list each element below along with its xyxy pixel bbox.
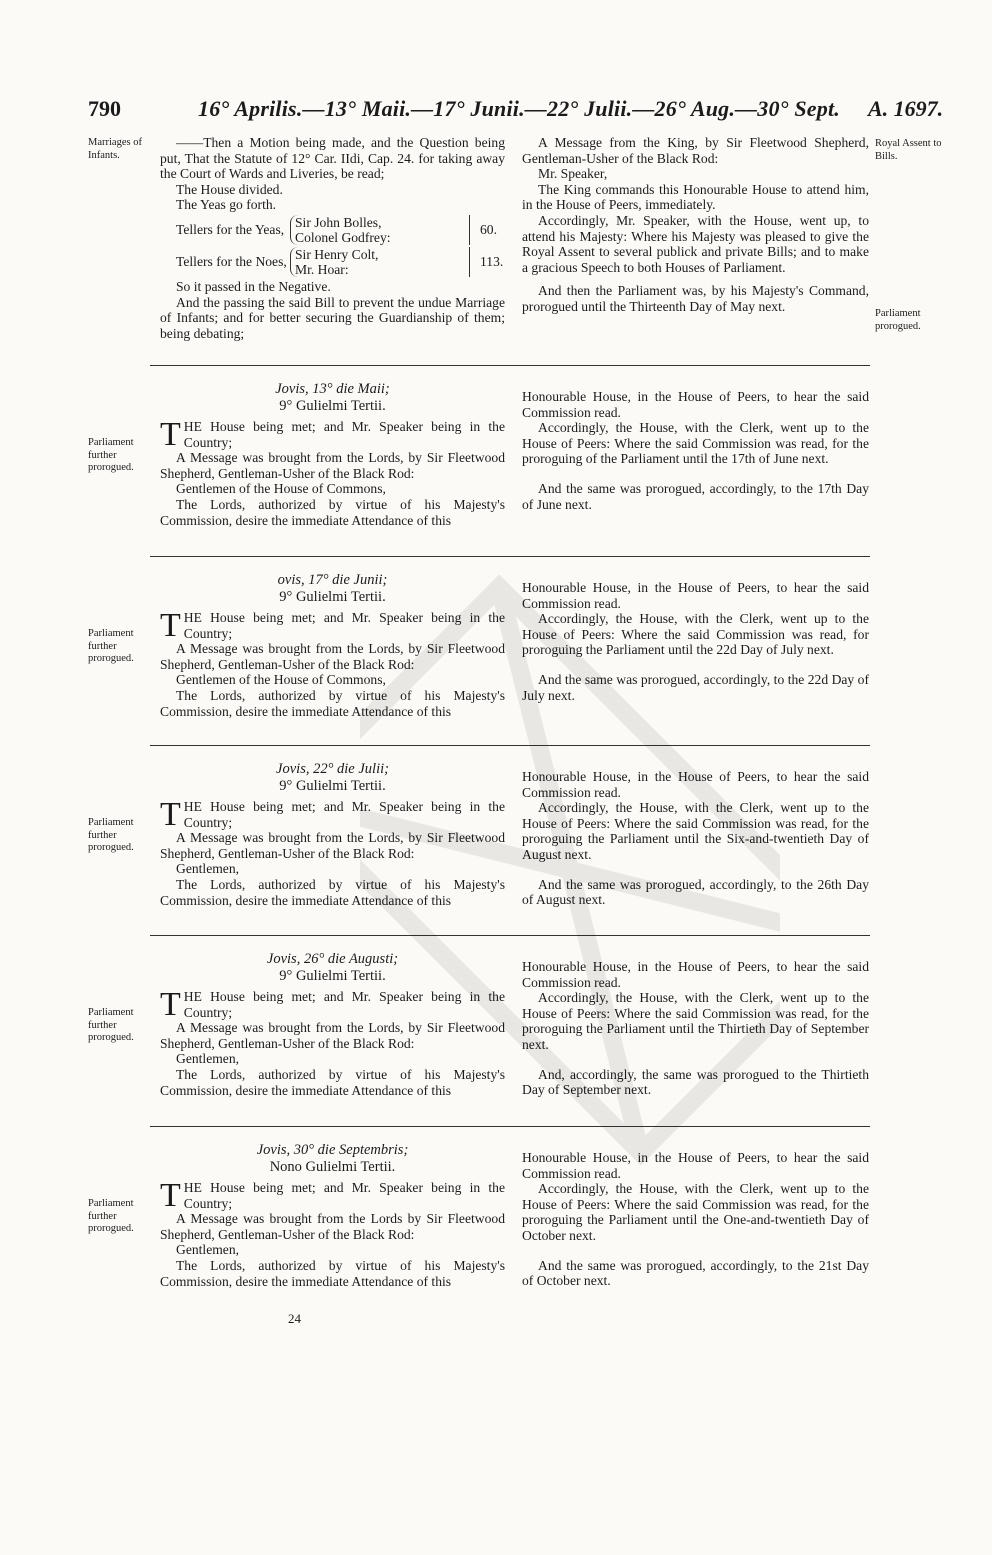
lords-authorized: The Lords, authorized by virtue of his Majesty's Commission, desire the immediate Attendance of this	[160, 1066, 505, 1098]
top-right-column	[522, 135, 869, 315]
teller-yea-2: Colonel Godfrey:	[295, 229, 391, 245]
sitting-regnal: 9° Gulielmi Tertii.	[279, 589, 386, 605]
margin-note-further-prorogued: Parliament further prorogued.	[88, 628, 134, 664]
sitting-regnal: 9° Gulielmi Tertii.	[279, 398, 386, 414]
king-message: A Message from the King, by Sir Fleetwood Shepherd, Gentleman-Usher of the Black Rod:	[522, 135, 869, 166]
mr-speaker: Mr. Speaker,	[538, 166, 608, 182]
year-heading: A. 1697.	[868, 96, 944, 121]
margin-note-further-prorogued: Parliament further prorogued.	[88, 437, 134, 473]
house-met-text: HE House being met; and Mr. Speaker being in the Country;	[183, 419, 505, 450]
margin-note-parliament-prorogued: Parliament prorogued.	[875, 308, 921, 332]
section-divider	[150, 935, 870, 936]
teller-no-2: Mr. Hoar:	[295, 261, 349, 277]
section-divider	[150, 745, 870, 746]
tellers-noes-names	[290, 247, 465, 277]
lords-message: A Message was brought from the Lords, by Sir Fleetwood Shepherd, Gentleman-Usher of the Black Rod:	[160, 450, 505, 481]
tellers-noes-count: 113.	[469, 247, 503, 277]
sitting-date-text: Jovis, 13° die Maii;	[275, 381, 390, 397]
sitting-left-column	[160, 381, 505, 528]
sitting-right-column	[522, 769, 869, 908]
house-met-paragraph	[160, 986, 505, 1023]
tellers-noes	[160, 247, 505, 277]
lords-message: A Message was brought from the Lords, by Sir Fleetwood Shepherd, Gentleman-Usher of the Black Rod:	[160, 1020, 505, 1051]
sitting-regnal: 9° Gulielmi Tertii.	[279, 778, 386, 794]
house-met-paragraph	[160, 796, 505, 833]
section-divider	[150, 365, 870, 366]
top-left-column	[160, 135, 505, 341]
sitting-left-column	[160, 572, 505, 719]
lords-message: A Message was brought from the Lords, by Sir Fleetwood Shepherd, Gentleman-Usher of the Black Rod:	[160, 641, 505, 672]
drop-cap: T	[160, 416, 181, 453]
house-met-paragraph	[160, 1177, 505, 1214]
house-met-text: HE House being met; and Mr. Speaker being in the Country;	[183, 799, 505, 830]
lords-message: A Message was brought from the Lords by Sir Fleetwood Shepherd, Gentleman-Usher of the Black Rod:	[160, 1211, 505, 1242]
section-divider	[150, 1126, 870, 1127]
honourable-house: Honourable House, in the House of Peers, to hear the said Commission read.	[522, 769, 869, 800]
honourable-house: Honourable House, in the House of Peers, to hear the said Commission read.	[522, 959, 869, 990]
drop-cap: T	[160, 796, 181, 833]
house-met-text: HE House being met; and Mr. Speaker being in the Country;	[183, 610, 505, 641]
sitting-date	[160, 951, 505, 968]
negative-result: So it passed in the Negative.	[176, 278, 331, 294]
margin-note-further-prorogued: Parliament further prorogued.	[88, 817, 134, 853]
prorogued-accordingly: And the same was prorogued, accordingly, to the 21st Day of October next.	[522, 1257, 869, 1289]
sitting-right-column	[522, 389, 869, 512]
sitting-regnal: Nono Gulielmi Tertii.	[269, 1159, 396, 1175]
salutation: Gentlemen,	[176, 1242, 240, 1258]
sitting-left-column	[160, 951, 505, 1098]
clerk-went-up: Accordingly, the House, with the Clerk, went up to the House of Peers: Where the said Commission was read, for proroguing the Parliament until the 22d Day of July next.	[522, 611, 869, 658]
prorogued-accordingly: And the same was prorogued, accordingly, to the 26th Day of August next.	[522, 876, 869, 908]
prorogued-accordingly: And the same was prorogued, accordingly, to the 17th Day of June next.	[522, 480, 869, 512]
section-divider	[150, 556, 870, 557]
house-divided: The House divided.	[176, 181, 283, 197]
salutation: Gentlemen,	[176, 861, 240, 877]
yeas-go-forth: The Yeas go forth.	[176, 197, 277, 213]
honourable-house: Honourable House, in the House of Peers, to hear the said Commission read.	[522, 1150, 869, 1181]
sitting-left-column	[160, 761, 505, 908]
lords-authorized: The Lords, authorized by virtue of his Majesty's Commission, desire the immediate Attendance of this	[160, 1257, 505, 1289]
king-commands: The King commands this Honourable House to attend him, in the House of Peers, immediately.	[522, 181, 869, 213]
margin-note-royal-assent: Royal Assent to Bills.	[875, 138, 942, 162]
drop-cap: T	[160, 607, 181, 644]
tellers-yeas-names	[290, 215, 465, 245]
margin-note-further-prorogued: Parliament further prorogued.	[88, 1007, 134, 1043]
motion-paragraph: ——Then a Motion being made, and the Question being put, That the Statute of 12° Car. IIdi, Cap. 24. for taking away the Court of Wards and Liveries, be read;	[160, 135, 505, 182]
prorogued-paragraph: And then the Parliament was, by his Majesty's Command, prorogued until the Thirteenth Day of May next.	[522, 283, 869, 314]
clerk-went-up: Accordingly, the House, with the Clerk, went up to the House of Peers: Where the said Commission was read, for the proroguing the Parliament until the Six-and-twentieth Day of August next.	[522, 800, 869, 862]
margin-note-further-prorogued: Parliament further prorogued.	[88, 1198, 134, 1234]
clerk-went-up: Accordingly, the House, with the Clerk, went up to the House of Peers: Where the said Commission was read, for the proroguing the Parliament until the One-and-twentieth Day of October next.	[522, 1181, 869, 1243]
running-title: 16° Aprilis.—13° Maii.—17° Junii.—22° Julii.—26° Aug.—30° Sept.	[198, 96, 840, 121]
tellers-noes-label: Tellers for the Noes,	[176, 254, 287, 270]
house-met-text: HE House being met; and Mr. Speaker being in the Country;	[183, 989, 505, 1020]
house-met-paragraph	[160, 607, 505, 644]
drop-cap: T	[160, 986, 181, 1023]
teller-yea-1: Sir John Bolles,	[295, 214, 382, 230]
tellers-yeas-count: 60.	[469, 215, 497, 245]
house-met-text: HE House being met; and Mr. Speaker being in the Country;	[183, 1180, 505, 1211]
lords-authorized: The Lords, authorized by virtue of his Majesty's Commission, desire the immediate Attendance of this	[160, 496, 505, 528]
sitting-date-text: Jovis, 26° die Augusti;	[266, 951, 399, 967]
salutation: Gentlemen,	[176, 1051, 240, 1067]
prorogued-accordingly: And the same was prorogued, accordingly, to the 22d Day of July next.	[522, 671, 869, 703]
sitting-right-column	[522, 959, 869, 1098]
bill-debating: And the passing the said Bill to prevent the undue Marriage of Infants; and for better securing the Guardianship of them; being debating;	[160, 294, 505, 341]
lords-authorized: The Lords, authorized by virtue of his Majesty's Commission, desire the immediate Attendance of this	[160, 687, 505, 719]
prorogued-accordingly: And, accordingly, the same was prorogued to the Thirtieth Day of September next.	[522, 1066, 869, 1098]
sitting-date-text: Jovis, 22° die Julii;	[276, 761, 389, 777]
clerk-went-up: Accordingly, the House, with the Clerk, went up to the House of Peers: Where the said Commission was read, for the proroguing of the Parliament until the 17th of June next.	[522, 420, 869, 467]
royal-assent-paragraph: Accordingly, Mr. Speaker, with the House, went up, to attend his Majesty: Where his Majesty was pleased to give the Royal Assent to several publick and private Bills; and to make a gracious Speech to both Houses of Parliament.	[522, 212, 869, 275]
sitting-date-text: ovis, 17° die Junii;	[277, 572, 388, 588]
sitting-left-column	[160, 1142, 505, 1289]
lords-message: A Message was brought from the Lords, by Sir Fleetwood Shepherd, Gentleman-Usher of the Black Rod:	[160, 830, 505, 861]
sitting-regnal: 9° Gulielmi Tertii.	[279, 968, 386, 984]
sitting-date	[160, 761, 505, 778]
teller-no-1: Sir Henry Colt,	[295, 246, 379, 262]
salutation: Gentlemen of the House of Commons,	[176, 672, 386, 688]
clerk-went-up: Accordingly, the House, with the Clerk, went up to the House of Peers: Where the said Commission was read, for the proroguing the Parliament until the Thirtieth Day of September next.	[522, 990, 869, 1052]
sitting-date	[160, 572, 505, 589]
honourable-house: Honourable House, in the House of Peers, to hear the said Commission read.	[522, 389, 869, 420]
salutation: Gentlemen of the House of Commons,	[176, 481, 386, 497]
drop-cap: T	[160, 1177, 181, 1214]
tellers-yeas-label: Tellers for the Yeas,	[176, 222, 285, 238]
signature-mark: 24	[288, 1311, 301, 1326]
sitting-right-column	[522, 1150, 869, 1289]
sitting-date-text: Jovis, 30° die Septembris;	[256, 1142, 409, 1158]
lords-authorized: The Lords, authorized by virtue of his Majesty's Commission, desire the immediate Attendance of this	[160, 876, 505, 908]
margin-note-marriages: Marriages of Infants.	[88, 137, 142, 161]
sitting-date	[160, 381, 505, 398]
sitting-right-column	[522, 580, 869, 703]
honourable-house: Honourable House, in the House of Peers, to hear the said Commission read.	[522, 580, 869, 611]
page-number: 790	[88, 96, 121, 121]
tellers-yeas	[160, 215, 505, 245]
house-met-paragraph	[160, 416, 505, 453]
sitting-date	[160, 1142, 505, 1159]
